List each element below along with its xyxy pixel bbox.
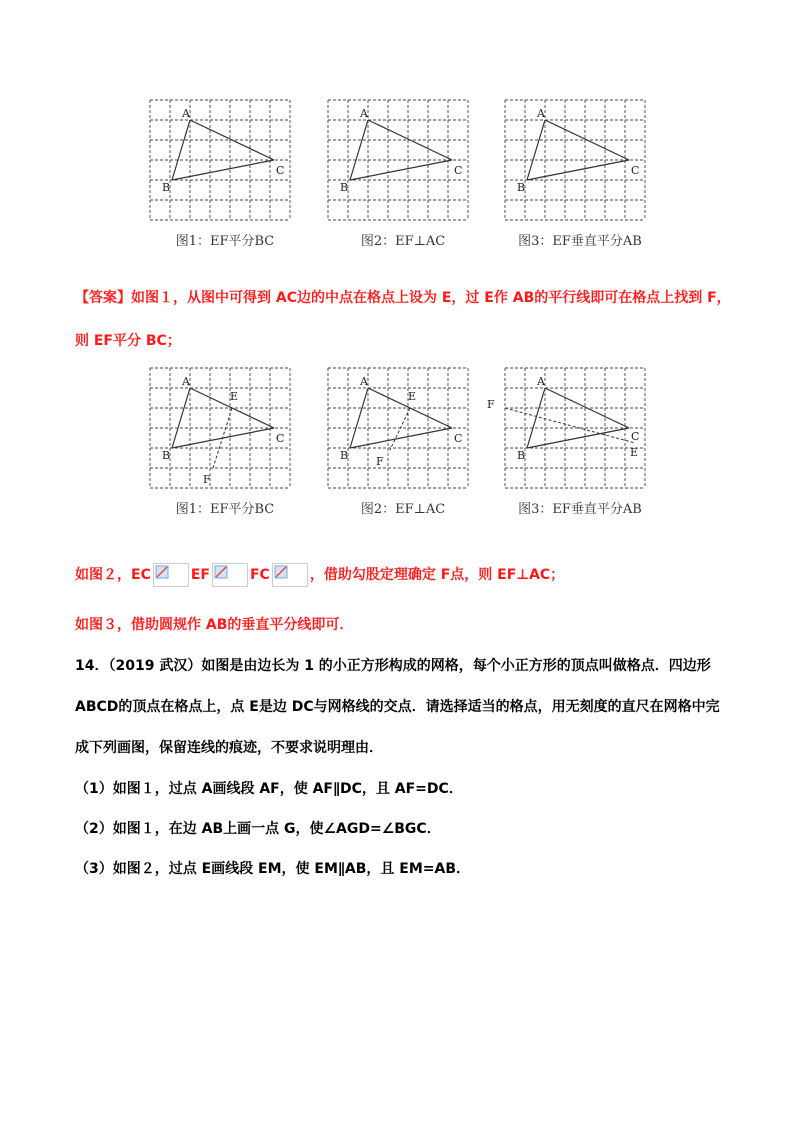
formula-image-icon <box>272 563 308 587</box>
formula-fc: FC <box>249 567 270 583</box>
label-f: F <box>203 473 211 486</box>
figure-1-top <box>150 100 300 225</box>
label-c: C <box>454 164 463 177</box>
question-part-1: （1）如图１，过点 A画线段 AF，使 AF∥DC，且 AF=DC． <box>75 781 463 797</box>
label-b: B <box>162 449 171 462</box>
label-a: A <box>537 375 545 388</box>
label-f: F <box>487 398 495 411</box>
answer-line-3-prefix: 如图２， <box>75 567 131 583</box>
grid-figure <box>505 100 655 225</box>
answer-line-3-suffix: ，借助勾股定理确定 F点，则 EF⊥AC； <box>309 567 565 583</box>
label-a: A <box>182 107 190 120</box>
answer-line-4: 如图３，借助圆规作 AB的垂直平分线即可． <box>75 617 354 633</box>
label-c: C <box>454 432 463 445</box>
label-a: A <box>537 107 545 120</box>
label-c: C <box>276 432 285 445</box>
question-line-2: ABCD的顶点在格点上，点 E是边 DC与网格线的交点．请选择适当的格点，用无刻度的直尺在网格中完 <box>75 699 720 715</box>
question-part-2: （2）如图１，在边 AB上画一点 G，使∠AGD=∠BGC． <box>75 821 441 837</box>
grid-figure <box>328 368 478 493</box>
label-b: B <box>162 181 171 194</box>
caption: 图3：EF垂直平分AB <box>518 502 642 517</box>
question-part-3: （3）如图２，过点 E画线段 EM，使 EM∥AB，且 EM=AB． <box>75 861 471 877</box>
label-b: B <box>517 181 526 194</box>
label-c: C <box>631 164 640 177</box>
label-a: A <box>360 375 368 388</box>
question-line-1: 14．（2019 武汉）如图是由边长为 1 的小正方形构成的网格，每个小正方形的顶点叫做格点．四边形 <box>75 658 711 674</box>
answer-line-2: 则 EF平分 BC； <box>75 333 181 349</box>
formula-ec: EC <box>131 567 151 583</box>
answer-line-1: 【答案】如图１，从图中可得到 AC边的中点在格点上设为 E，过 E作 AB的平行线即可在格点上找到 F， <box>75 290 731 306</box>
caption: 图2：EF⊥AC <box>360 502 446 517</box>
grid-figure <box>150 100 300 225</box>
figure-1-answer <box>150 368 300 493</box>
caption: 图2：EF⊥AC <box>360 234 446 249</box>
figure-2-top <box>328 100 478 225</box>
label-f: F <box>376 455 384 468</box>
label-a: A <box>182 375 190 388</box>
figure-2-answer <box>328 368 478 493</box>
answer-line-3 <box>75 563 564 587</box>
grid-figure <box>487 368 655 493</box>
label-c: C <box>276 164 285 177</box>
label-b: B <box>340 181 349 194</box>
formula-image-icon <box>212 563 248 587</box>
label-e: E <box>630 446 639 459</box>
question-line-3: 成下列画图，保留连线的痕迹，不要求说明理由． <box>75 740 383 756</box>
caption: 图1：EF平分BC <box>175 502 275 517</box>
formula-ef: EF <box>190 567 210 583</box>
label-c: C <box>631 430 640 443</box>
label-e: E <box>230 390 239 403</box>
grid-figure <box>150 368 300 493</box>
figure-3-answer <box>487 368 655 493</box>
figure-3-top <box>505 100 655 225</box>
caption: 图3：EF垂直平分AB <box>518 234 642 249</box>
formula-image-icon <box>153 563 189 587</box>
label-e: E <box>408 390 417 403</box>
label-b: B <box>517 449 526 462</box>
grid-figure <box>328 100 478 225</box>
label-b: B <box>340 449 349 462</box>
caption: 图1：EF平分BC <box>175 234 275 249</box>
label-a: A <box>360 107 368 120</box>
